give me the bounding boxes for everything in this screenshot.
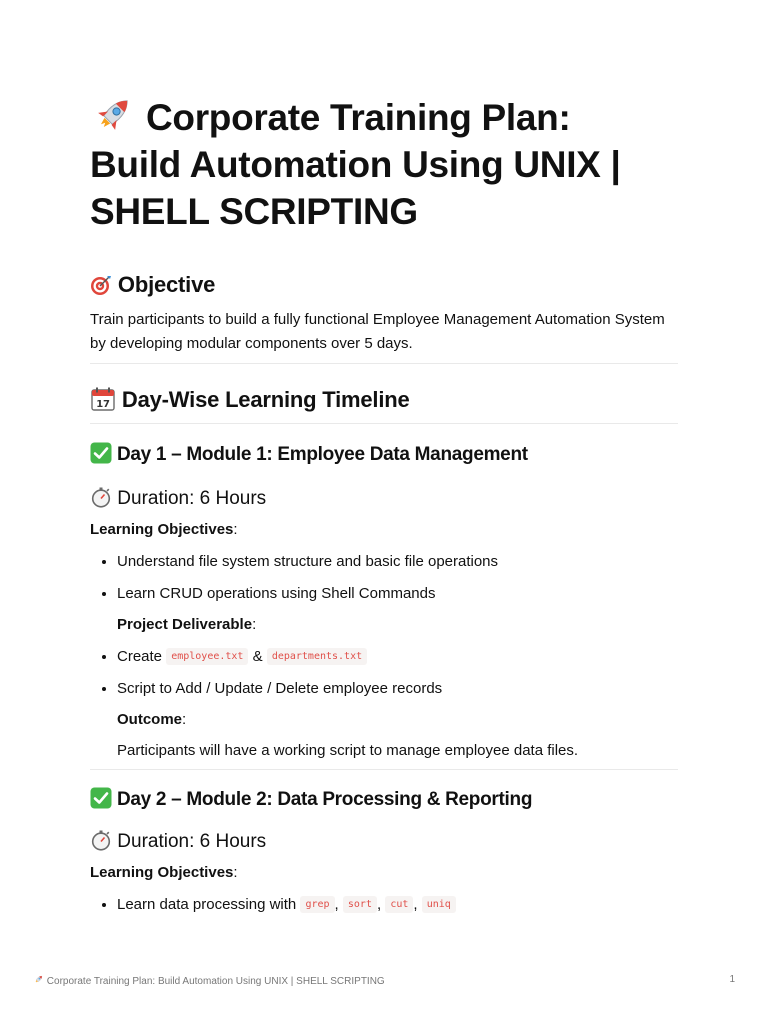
day1-heading-text: Day 1 – Module 1: Employee Data Management [116,444,528,465]
code-chip: uniq [422,896,456,913]
rocket-icon [90,92,136,138]
page-footer [33,974,735,987]
code-chip: employee.txt [166,648,248,665]
day2-duration [90,829,678,855]
page-number: 1 [729,974,735,985]
day1-duration-text: Duration: 6 Hours [117,488,267,509]
target-icon [90,274,112,296]
objective-heading-text: Objective [117,272,216,297]
day2-objectives-label: Learning Objectives: [90,864,238,881]
day2-duration-text: Duration: 6 Hours [117,831,267,852]
list-item: • Learn data processing with grep , sort , cut , uniq [117,893,678,917]
code-chip: sort [343,896,377,913]
objective-text: Train participants to build a fully functional Employee Management Automation System by developing modular components over 5 days. [90,311,665,352]
code-chip: departments.txt [267,648,367,665]
day1-duration [90,486,678,512]
day2-heading-text: Day 2 – Module 2: Data Processing & Reporting [116,789,533,810]
timeline-heading-text: Day-Wise Learning Timeline [121,387,410,412]
day1-objectives-list [90,550,678,606]
svg-text:17: 17 [96,399,110,410]
list-item: • Script to Add / Update / Delete employee records [117,677,678,701]
day1-outcome-text: Participants will have a working script to manage employee data files. [117,742,579,759]
stopwatch-icon [90,829,112,851]
day2-heading [90,787,678,813]
day2-objectives-list [90,893,678,917]
rocket-icon [33,974,44,985]
timeline-heading [90,386,678,414]
day1-heading [90,442,678,468]
document-page [90,92,678,917]
check-mark-icon [90,442,112,464]
day1-deliverable-list [90,645,678,701]
list-item: • Learn CRUD operations using Shell Commands [117,582,678,606]
day1-objectives-label: Learning Objectives: [90,521,238,538]
footer-title: Corporate Training Plan: Build Automation Using UNIX | SHELL SCRIPTING [33,974,385,987]
day1-deliverable-label: Project Deliverable: [117,616,257,633]
list-item: • Create employee.txt & departments.txt [117,645,678,669]
check-mark-icon [90,787,112,809]
title-line-3: SHELL SCRIPTING [90,191,418,232]
day1-outcome-label: Outcome: [117,711,187,728]
code-chip: grep [300,896,334,913]
page-title [90,92,678,235]
title-line-1: Corporate Training Plan: [145,97,571,138]
code-chip: cut [385,896,413,913]
stopwatch-icon [90,486,112,508]
calendar-icon [90,386,116,412]
objective-heading [90,271,678,299]
title-line-2: Build Automation Using UNIX | [90,144,621,185]
list-item: • Understand file system structure and basic file operations [117,550,678,574]
